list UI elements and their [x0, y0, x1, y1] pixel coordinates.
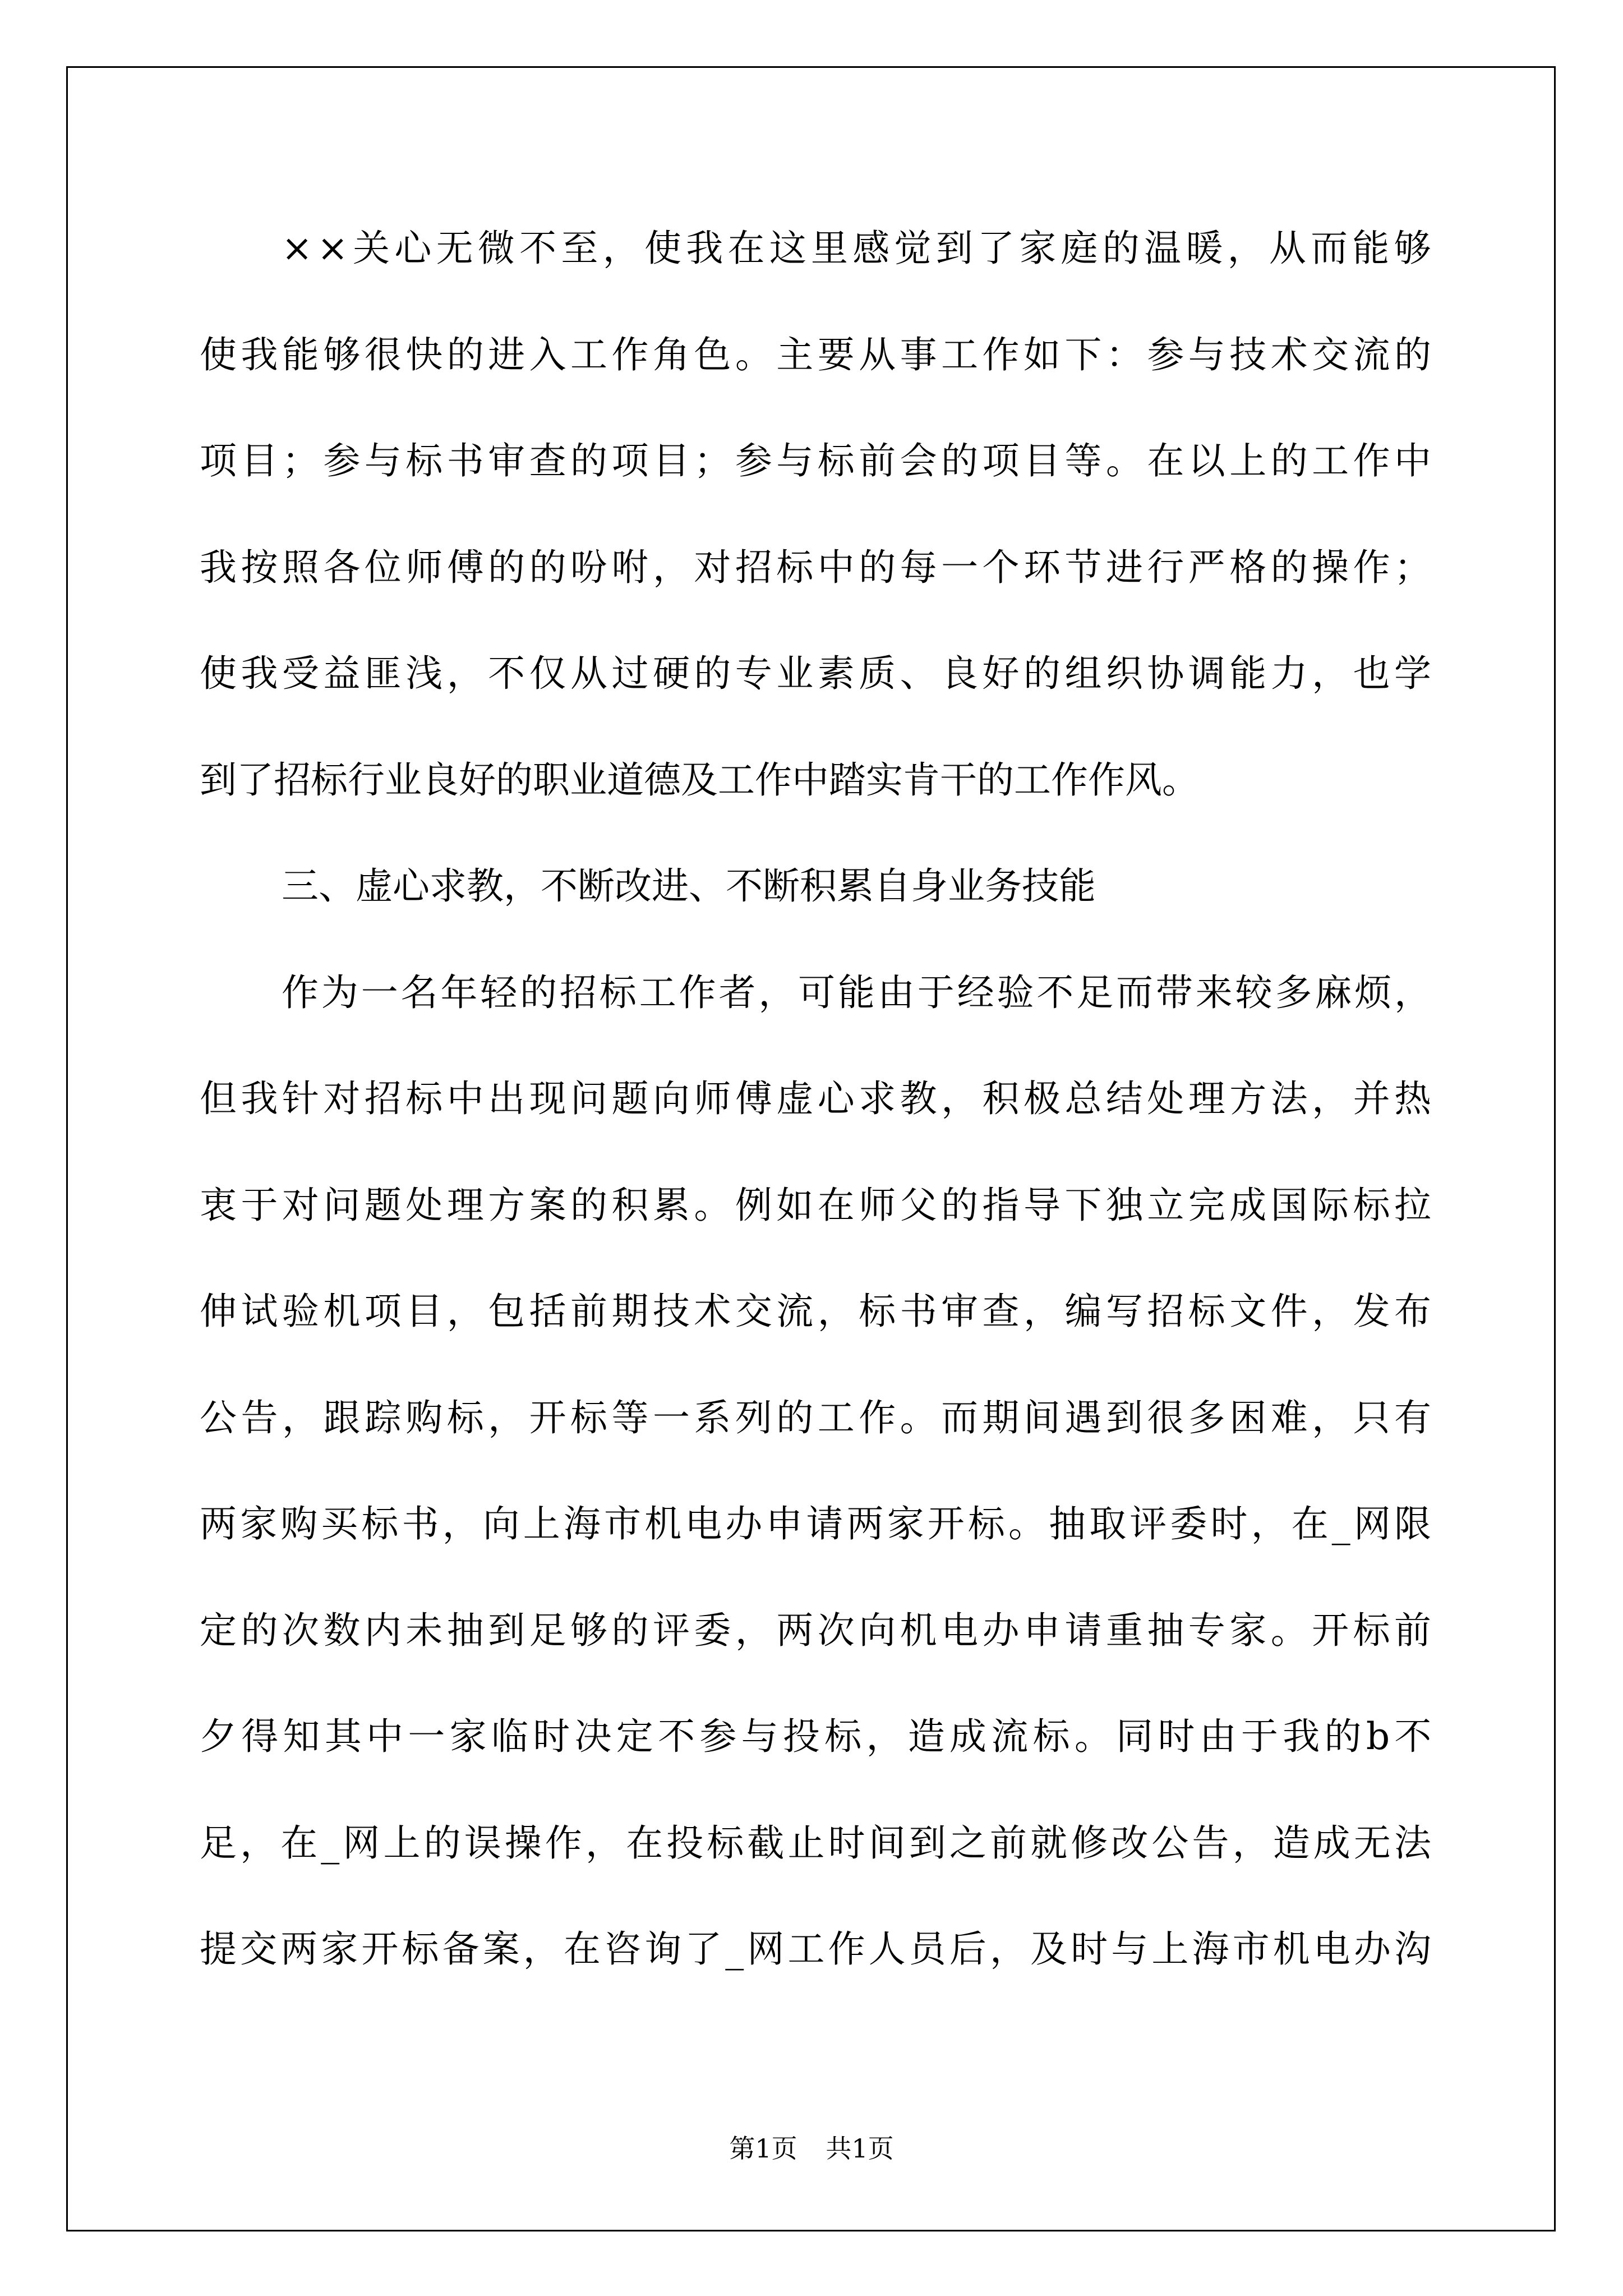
- text-line: 我按照各位师傅的的吩咐，对招标中的每一个环节进行严格的操作；: [200, 546, 1436, 589]
- page-footer: [0, 2132, 1623, 2165]
- text-line: 提交两家开标备案，在咨询了_网工作人员后，及时与上海市机电办沟: [200, 1927, 1435, 1971]
- text-line: 使我能够很快的进入工作角色。主要从事工作如下：参与技术交流的: [200, 333, 1436, 376]
- text-line: 三、虚心求教，不断改进、不断积累自身业务技能: [282, 864, 1096, 908]
- page-border: [66, 66, 1556, 2231]
- text-line: 足，在_网上的误操作，在投标截止时间到之前就修改公告，造成无法: [200, 1821, 1435, 1865]
- page-total: 共1页: [826, 2133, 894, 2164]
- text-line: 作为一名年轻的招标工作者，可能由于经验不足而带来较多麻烦，: [282, 971, 1434, 1014]
- text-line: 到了招标行业良好的职业道德及工作中踏实肯干的工作作风。: [200, 758, 1199, 802]
- text-line: 使我受益匪浅，不仅从过硬的专业素质、良好的组织协调能力，也学: [200, 652, 1436, 695]
- text-line: 衷于对问题处理方案的积累。例如在师父的指导下独立完成国际标拉: [200, 1184, 1436, 1227]
- text-line: 项目；参与标书审查的项目；参与标前会的项目等。在以上的工作中: [200, 439, 1436, 482]
- text-line: 但我针对招标中出现问题向师傅虚心求教，积极总结处理方法，并热: [200, 1077, 1436, 1120]
- page-number: 第1页: [729, 2133, 797, 2164]
- text-line: 公告，跟踪购标，开标等一系列的工作。而期间遇到很多困难，只有: [200, 1396, 1436, 1439]
- text-line: ××关心无微不至，使我在这里感觉到了家庭的温暖，从而能够: [282, 227, 1436, 270]
- text-line: 夕得知其中一家临时决定不参与投标，造成流标。同时由于我的b不: [200, 1715, 1436, 1758]
- text-line: 伸试验机项目，包括前期技术交流，标书审查，编写招标文件，发布: [200, 1290, 1436, 1333]
- text-line: 两家购买标书，向上海市机电办申请两家开标。抽取评委时，在_网限: [200, 1502, 1435, 1545]
- text-line: 定的次数内未抽到足够的评委，两次向机电办申请重抽专家。开标前: [200, 1609, 1436, 1652]
